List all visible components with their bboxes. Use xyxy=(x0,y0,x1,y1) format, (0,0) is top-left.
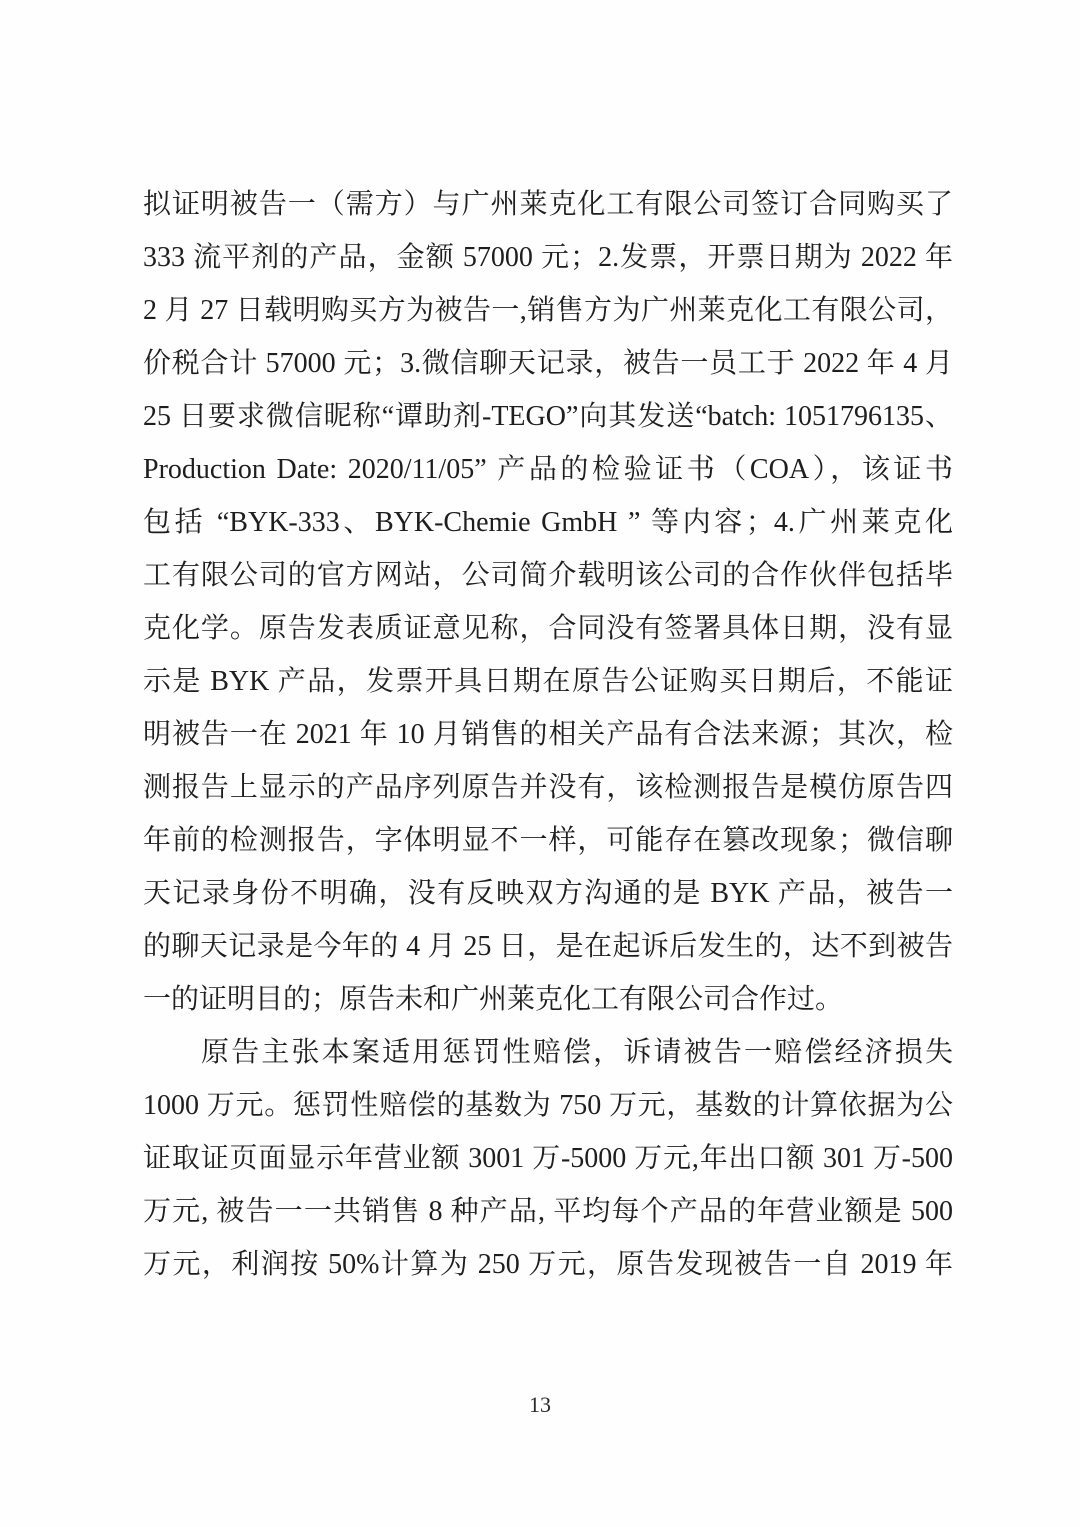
text-line: 明被告一在 2021 年 10 月销售的相关产品有合法来源；其次，检 xyxy=(143,719,953,750)
text-line: 克化学。原告发表质证意见称，合同没有签署具体日期，没有显 xyxy=(143,613,953,644)
text-line: 拟证明被告一（需方）与广州莱克化工有限公司签订合同购买了 xyxy=(143,189,953,220)
text-line: 价税合计 57000 元；3.微信聊天记录，被告一员工于 2022 年 4 月 xyxy=(143,348,953,379)
text-line: 工有限公司的官方网站，公司简介载明该公司的合作伙伴包括毕 xyxy=(143,560,953,591)
text-line: 原告主张本案适用惩罚性赔偿，诉请被告一赔偿经济损失 xyxy=(201,1037,953,1068)
document-body-text xyxy=(143,178,953,1291)
text-line: 证取证页面显示年营业额 3001 万-5000 万元,年出口额 301 万-500 xyxy=(143,1143,953,1174)
text-line: 年前的检测报告，字体明显不一样，可能存在篡改现象；微信聊 xyxy=(143,825,953,856)
text-line: 包括 “BYK-333、BYK-Chemie GmbH ” 等内容；4.广州莱克化 xyxy=(143,507,953,538)
text-line: 天记录身份不明确，没有反映双方沟通的是 BYK 产品，被告一 xyxy=(143,878,953,909)
text-line: 的聊天记录是今年的 4 月 25 日，是在起诉后发生的，达不到被告 xyxy=(143,931,953,962)
text-line: 1000 万元。惩罚性赔偿的基数为 750 万元，基数的计算依据为公 xyxy=(143,1090,953,1121)
text-line: 333 流平剂的产品，金额 57000 元；2.发票，开票日期为 2022 年 xyxy=(143,242,953,273)
text-line: 25 日要求微信昵称“谭助剂-TEGO”向其发送“batch: 1051796135、 xyxy=(143,401,953,432)
text-line: 万元，利润按 50%计算为 250 万元，原告发现被告一自 2019 年 xyxy=(143,1249,953,1280)
text-line: 示是 BYK 产品，发票开具日期在原告公证购买日期后，不能证 xyxy=(143,666,953,697)
text-line: 2 月 27 日载明购买方为被告一,销售方为广州莱克化工有限公司， xyxy=(143,295,953,326)
text-line: Production Date: 2020/11/05” 产品的检验证书（COA），该证书 xyxy=(143,454,953,485)
text-line: 万元, 被告一一共销售 8 种产品, 平均每个产品的年营业额是 500 xyxy=(143,1196,953,1227)
text-line: 一的证明目的；原告未和广州莱克化工有限公司合作过。 xyxy=(143,984,844,1015)
text-line: 测报告上显示的产品序列原告并没有，该检测报告是模仿原告四 xyxy=(143,772,953,803)
page-number: 13 xyxy=(529,1392,551,1417)
